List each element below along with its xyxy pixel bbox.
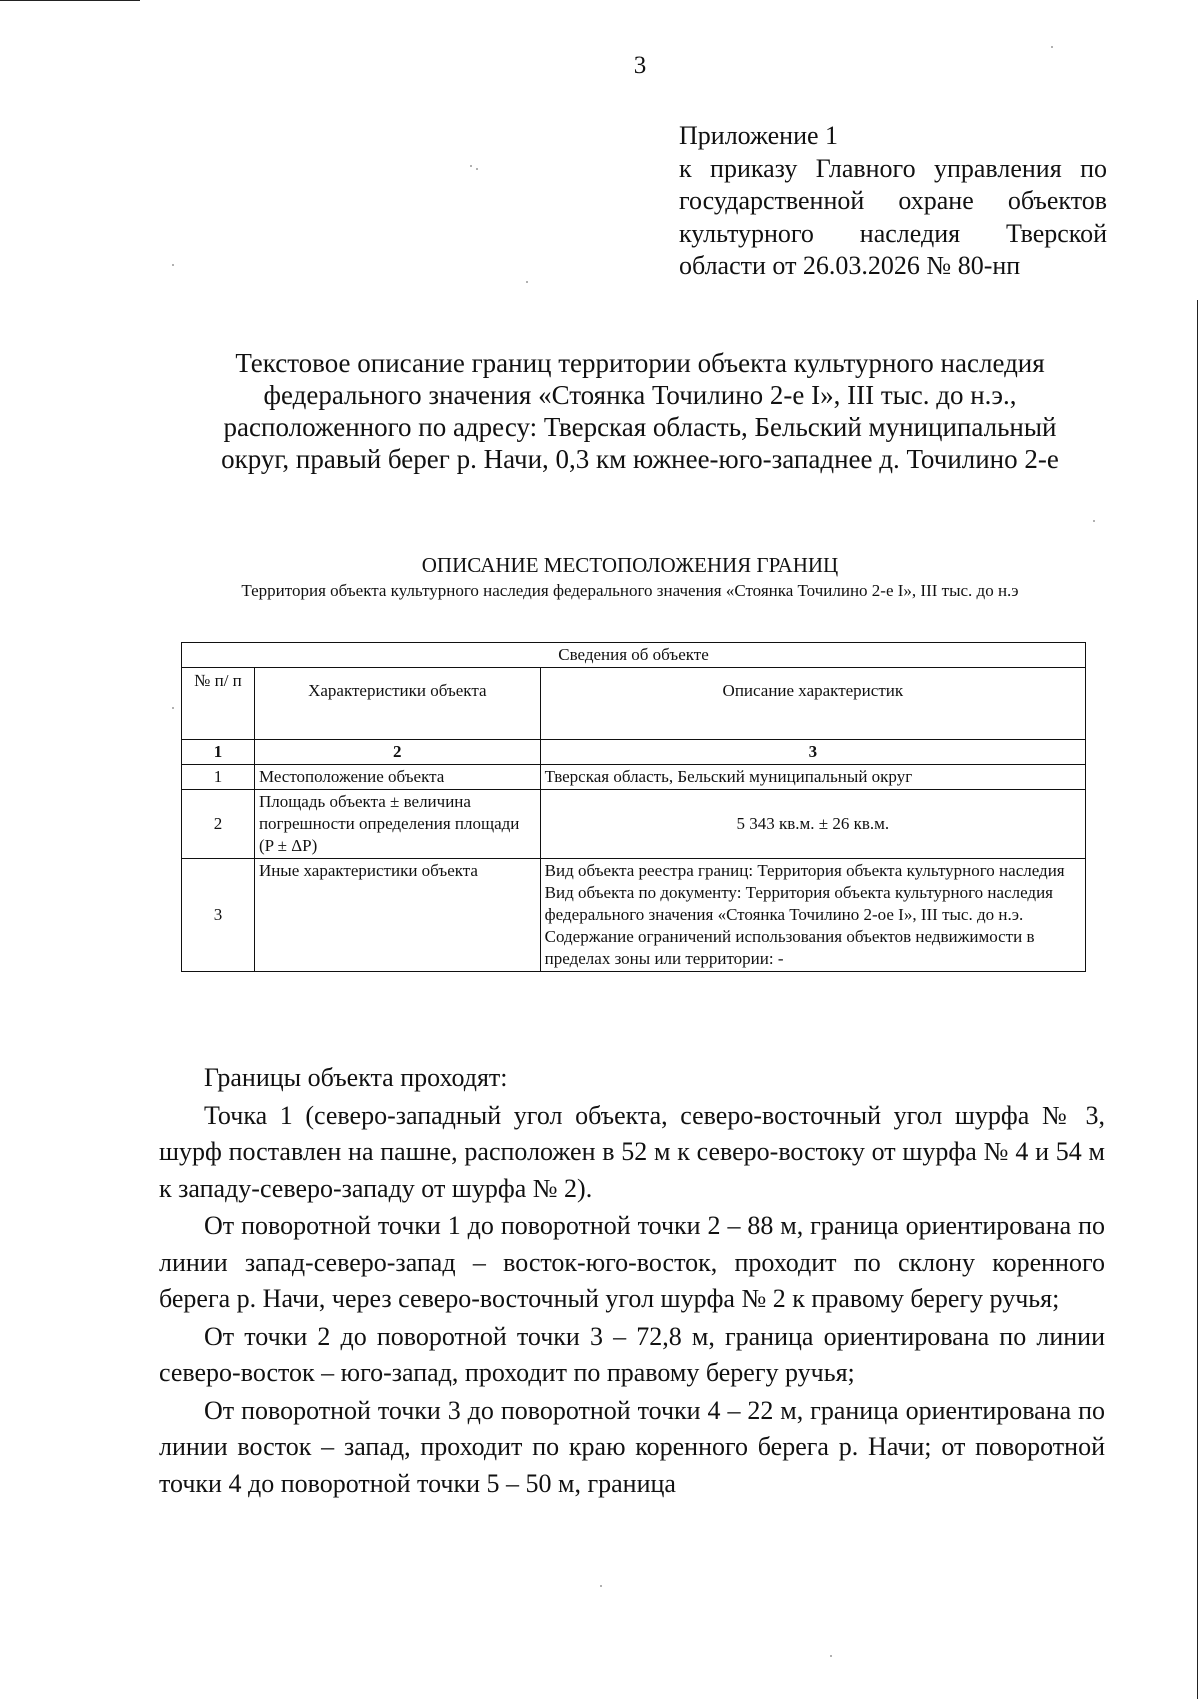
row-num: 3 [182, 859, 255, 972]
header-num: № п/ п [182, 668, 255, 740]
appendix-block [679, 120, 1107, 283]
body-paragraph: Точка 1 (северо-западный угол объекта, северо-восточный угол шурфа № 3, шурф поставлен на пашне, расположен в 52 м к северо-востоку от шурфа № 4 и 54 м к западу-северо-западу от шурфа № 2). [159, 1100, 1105, 1203]
scan-speck [600, 1585, 602, 1587]
table-row [182, 859, 1086, 972]
description-line: Вид объекта реестра границ: Территория объекта культурного наследия [544, 861, 1065, 880]
row-num: 2 [182, 790, 255, 859]
body-text [159, 1060, 1105, 1503]
appendix-line: культурного наследия Тверской [679, 218, 1107, 248]
row-characteristic: Местоположение объекта [254, 765, 540, 790]
description-heading: ОПИСАНИЕ МЕСТОПОЛОЖЕНИЯ ГРАНИЦ [421, 553, 839, 577]
scan-speck [172, 707, 174, 709]
body-paragraph: От поворотной точки 3 до поворотной точки 4 – 22 м, граница ориентирована по линии восток – запад, проходит по краю коренного берега р. Начи; от поворотной точки 4 до поворотной точки 5 – 50 м, граница [159, 1395, 1105, 1498]
scan-speck [830, 1655, 832, 1657]
title-line: Текстовое описание границ территории объекта культурного наследия [235, 348, 1045, 378]
row-characteristic: Площадь объекта ± величина погрешности определения площади (P ± ΔP) [254, 790, 540, 859]
column-number: 1 [182, 740, 255, 765]
row-description: 5 343 кв.м. ± 26 кв.м. [540, 790, 1085, 859]
page-number: 3 [633, 52, 647, 79]
table-caption-row [182, 643, 1086, 668]
row-characteristic: Иные характеристики объекта [254, 859, 540, 972]
document-title [160, 347, 1120, 475]
column-number: 3 [540, 740, 1085, 765]
scan-speck [172, 264, 174, 266]
header-characteristic: Характеристики объекта [254, 668, 540, 740]
body-paragraph: От точки 2 до поворотной точки 3 – 72,8 м, граница ориентирована по линии северо-восток – юго-запад, проходит по правому берегу ручья; [159, 1321, 1105, 1387]
column-number: 2 [254, 740, 540, 765]
object-info-table [181, 642, 1086, 972]
header-description: Описание характеристик [540, 668, 1085, 740]
table-caption: Сведения об объекте [182, 643, 1086, 668]
scan-speck [526, 281, 528, 283]
table-row [182, 765, 1086, 790]
scan-speck [1093, 520, 1095, 522]
description-line: Вид объекта по документу: Территория объекта культурного наследия федерального значения «Стоянка Точилино 2-ое I», III тыс. до н.э. [544, 883, 1053, 924]
description-line: Содержание ограничений использования объектов недвижимости в пределах зоны или территории: - [544, 927, 1035, 968]
title-line: федерального значения «Стоянка Точилино 2-е I», III тыс. до н.э., [263, 380, 1017, 410]
scan-edge-right [1197, 300, 1198, 1699]
title-line: расположенного по адресу: Тверская область, Бельский муниципальный [223, 412, 1057, 442]
appendix-line: области от 26.03.2026 № 80-нп [679, 251, 1021, 280]
scan-speck [470, 165, 472, 167]
title-line: округ, правый берег р. Начи, 0,3 км южнее-юго-западнее д. Точилино 2-е [221, 444, 1059, 474]
row-num: 1 [182, 765, 255, 790]
table-row [182, 790, 1086, 859]
appendix-line: государственной охране объектов [679, 186, 1107, 215]
row-description [540, 859, 1085, 972]
body-paragraph: Границы объекта проходят: [204, 1063, 508, 1092]
scan-edge-top [0, 0, 140, 1]
column-number-row [182, 740, 1086, 765]
body-paragraph: От поворотной точки 1 до поворотной точки 2 – 88 м, граница ориентирована по линии запад-северо-запад – восток-юго-восток, проходит по склону коренного берега р. Начи, через северо-восточный угол шурфа № 2 к правому берегу ручья; [159, 1211, 1105, 1313]
scan-speck [476, 168, 478, 170]
appendix-line: Приложение 1 [679, 121, 839, 150]
table-header-row [182, 668, 1086, 740]
scan-speck [1051, 46, 1053, 48]
appendix-line: к приказу Главного управления по [679, 153, 1107, 183]
row-description: Тверская область, Бельский муниципальный округ [540, 765, 1085, 790]
description-subheading: Территория объекта культурного наследия федерального значения «Стоянка Точилино 2-е I», III тыс. до н.э [241, 581, 1019, 600]
